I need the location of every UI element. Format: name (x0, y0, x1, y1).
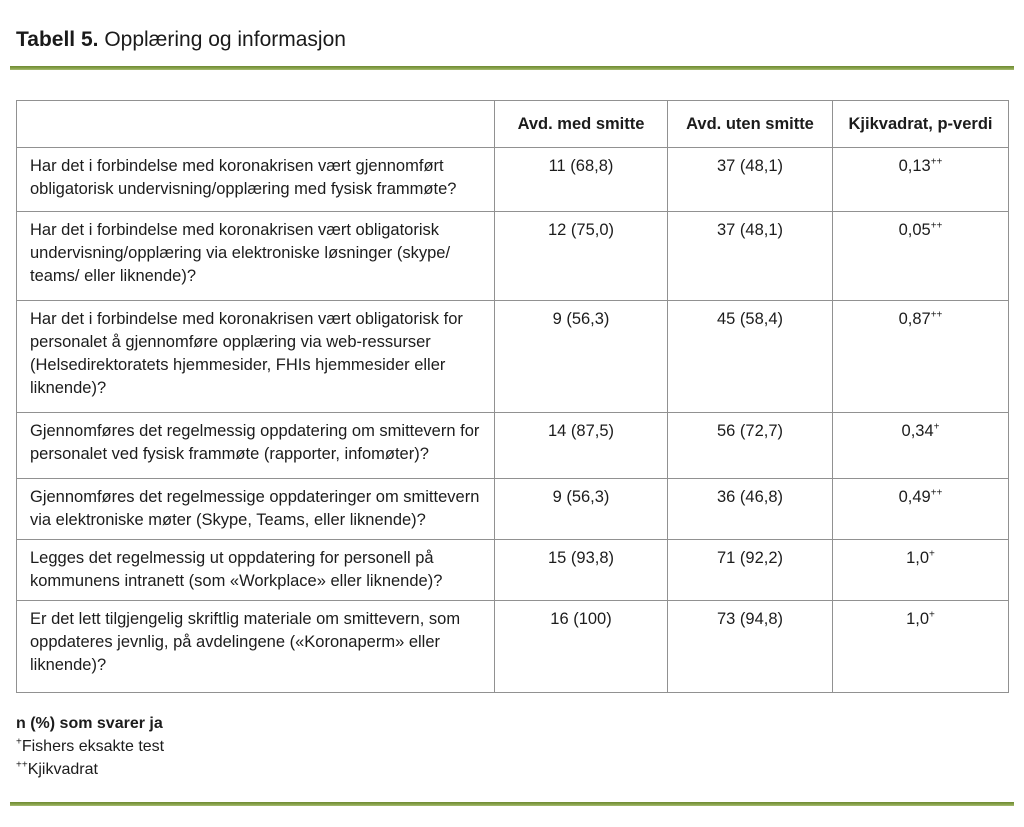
footnote-chi-square (16, 758, 1008, 781)
table-row (17, 301, 1009, 413)
uten-smitte-cell: 45 (58,4) (668, 301, 833, 413)
question-cell: Har det i forbindelse med koronakrisen vært obligatorisk for personalet å gjennomføre opplæring via web-ressurser (Helsedirektoratets hjemmesider, FHIs hjemmesider eller liknende)? (17, 301, 495, 413)
p-value: 0,05 (898, 221, 931, 239)
header-p-verdi: Kjikvadrat, p-verdi (833, 101, 1009, 148)
med-smitte-cell: 15 (93,8) (495, 540, 668, 601)
uten-smitte-cell: 56 (72,7) (668, 413, 833, 479)
med-smitte-cell: 9 (56,3) (495, 479, 668, 540)
question-cell: Gjennomføres det regelmessig oppdatering om smittevern for personalet ved fysisk frammøte (rapporter, infomøter)? (17, 413, 495, 479)
p-verdi-cell (833, 479, 1009, 540)
question-cell: Har det i forbindelse med koronakrisen vært gjennomført obligatorisk undervisning/opplæring med fysisk frammøte? (17, 148, 495, 212)
table-row (17, 479, 1009, 540)
p-value: 0,49 (898, 488, 931, 506)
p-verdi-cell (833, 413, 1009, 479)
header-med-smitte: Avd. med smitte (495, 101, 668, 148)
p-verdi-cell (833, 212, 1009, 301)
top-divider (10, 66, 1014, 70)
table-row (17, 413, 1009, 479)
p-value-test-marker: ++ (930, 309, 943, 321)
p-value: 0,13 (898, 157, 931, 175)
p-value: 1,0 (906, 610, 930, 628)
p-value: 1,0 (906, 549, 930, 567)
table-title-number: Tabell 5. (16, 28, 99, 51)
p-value-test-marker: + (933, 421, 940, 433)
p-verdi-cell (833, 301, 1009, 413)
table-row (17, 540, 1009, 601)
uten-smitte-cell: 71 (92,2) (668, 540, 833, 601)
header-question (17, 101, 495, 148)
med-smitte-cell: 11 (68,8) (495, 148, 668, 212)
p-value-test-marker: ++ (930, 487, 943, 499)
fisher-marker: + (16, 736, 22, 748)
med-smitte-cell: 14 (87,5) (495, 413, 668, 479)
table-row (17, 601, 1009, 693)
table-row (17, 212, 1009, 301)
uten-smitte-cell: 73 (94,8) (668, 601, 833, 693)
med-smitte-cell: 9 (56,3) (495, 301, 668, 413)
question-cell: Legges det regelmessig ut oppdatering for personell på kommunens intranett (som «Workplace» eller liknende)? (17, 540, 495, 601)
results-table (16, 100, 1009, 693)
med-smitte-cell: 12 (75,0) (495, 212, 668, 301)
question-cell: Gjennomføres det regelmessige oppdateringer om smittevern via elektroniske møter (Skype, Teams, eller liknende)? (17, 479, 495, 540)
p-value-test-marker: ++ (930, 156, 943, 168)
table-title (0, 0, 1024, 53)
bottom-divider (10, 802, 1014, 806)
table-title-text: Opplæring og informasjon (98, 28, 346, 51)
footnote-answer-note: n (%) som svarer ja (16, 715, 163, 732)
footnotes (16, 712, 1008, 781)
header-row (17, 101, 1009, 148)
p-value: 0,34 (901, 422, 934, 440)
chi-square-label: Kjikvadrat (27, 761, 98, 778)
uten-smitte-cell: 37 (48,1) (668, 212, 833, 301)
p-verdi-cell (833, 601, 1009, 693)
table-row (17, 148, 1009, 212)
p-value-test-marker: + (929, 609, 935, 621)
p-verdi-cell (833, 540, 1009, 601)
med-smitte-cell: 16 (100) (495, 601, 668, 693)
p-value: 0,87 (898, 310, 931, 328)
uten-smitte-cell: 37 (48,1) (668, 148, 833, 212)
question-cell: Har det i forbindelse med koronakrisen vært obligatorisk undervisning/opplæring via elektroniske løsninger (skype/ teams/ eller liknende)? (17, 212, 495, 301)
footnote-fisher-test (16, 735, 1008, 758)
question-cell: Er det lett tilgjengelig skriftlig materiale om smittevern, som oppdateres jevnlig, på avdelingene («Koronaperm» eller liknende)? (17, 601, 495, 693)
p-verdi-cell (833, 148, 1009, 212)
header-uten-smitte: Avd. uten smitte (668, 101, 833, 148)
chi-square-marker: ++ (16, 759, 28, 771)
fisher-label: Fishers eksakte test (21, 738, 165, 755)
p-value-test-marker: ++ (930, 220, 943, 232)
p-value-test-marker: + (929, 548, 935, 560)
uten-smitte-cell: 36 (46,8) (668, 479, 833, 540)
